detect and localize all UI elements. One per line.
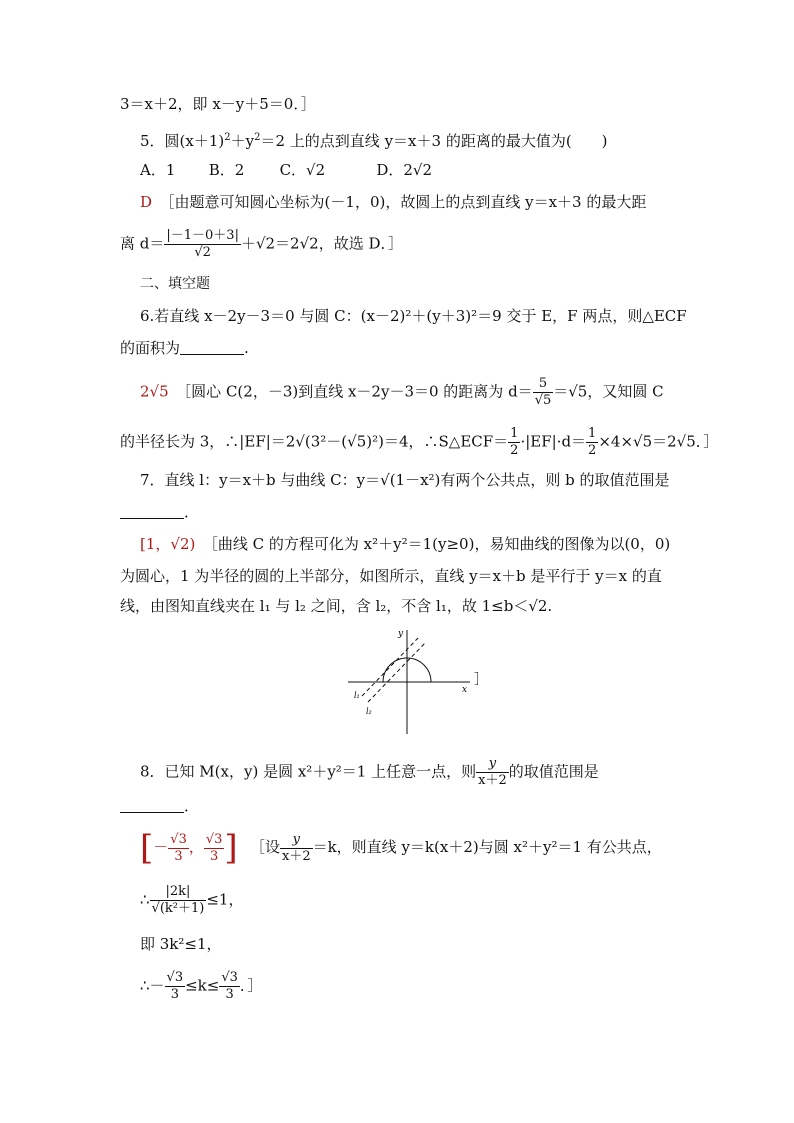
semicircle-figure xyxy=(340,626,500,736)
fraction: $\frac{√3}{3}$ xyxy=(166,970,184,1002)
answer-8-line3: 即 3k²≤1， xyxy=(140,935,222,953)
answer-5-line2: 离 d＝ $\frac{|-1-0+3|}{√2}$ ＋√2＝2√2，故选 D．］ xyxy=(120,228,403,260)
question-8: 8．已知 M(x，y) 是圆 x²＋y²＝1 上任意一点，则 $\frac{y}{x+2}$ 的取值范围是 xyxy=(140,756,599,788)
fraction: $\frac{√3}{3}$ xyxy=(205,831,223,864)
question-5: 5．圆$(x+1)^2+y^2=2$ 上的点到直线 y＝x＋3 的距离的最大值为( ) xyxy=(140,132,608,150)
answer-value: 2√5 xyxy=(140,382,169,401)
fraction: $\frac{|2k|}{\text{√(k²＋1)}}$ xyxy=(151,884,205,916)
line-l2 xyxy=(368,642,426,702)
answer-7-line3: 线，由图知直线夹在 l₁ 与 l₂ 之间，含 l₂，不含 l₁，故 1≤b＜√2. xyxy=(120,597,553,615)
line-l1 xyxy=(362,638,418,696)
fraction: $\frac{√3}{3}$ xyxy=(170,831,187,864)
fraction: $\frac{5}{√5}$ xyxy=(534,376,552,408)
question-6: 6.若直线 x－2y－3＝0 与圆 C：(x－2)²＋(y＋3)²＝9 交于 E，F 两点，则△ECF xyxy=(140,307,687,325)
answer-8: [－ $\frac{√3}{3}$ ， $\frac{√3}{3}$ ] ［设 $\frac{y}{x+2}$ ＝k，则直线 y＝k(x＋2)与圆 x²＋y²＝1 有公共点， xyxy=(140,828,662,868)
answer-5: D ［由题意可知圆心坐标为(－1，0)，故圆上的点到直线 y＝x＋3 的最大距 xyxy=(140,193,647,211)
answer-value: [1，√2) xyxy=(140,535,196,553)
answer-blank xyxy=(180,340,244,355)
question-7: 7．直线 l：y＝x＋b 与曲线 C：y＝√(1－x²)有两个公共点，则 b 的取值范围是 xyxy=(140,471,670,489)
fraction: $\frac{√3}{3}$ xyxy=(221,970,238,1002)
question-5-options xyxy=(140,160,694,180)
fraction: $\frac{y}{x+2}$ xyxy=(478,756,507,788)
option-d: D．2√2 xyxy=(376,161,433,179)
answer-8-line2: ∴ $\frac{|2k|}{\text{√(k²＋1)}}$ ≤1， xyxy=(140,884,244,916)
answer-7: [1，√2) ［曲线 C 的方程可化为 x²＋y²＝1(y≥0)，易知曲线的图像为以(0，0) xyxy=(140,535,671,553)
answer-7-line2: 为圆心，1 为半径的圆的上半部分，如图所示，直线 y＝x＋b 是平行于 y＝x 的直 xyxy=(120,567,662,585)
answer-bracket-left: [ xyxy=(140,828,154,868)
text-line: 3＝x＋2，即 x－y＋5＝0．］ xyxy=(120,95,316,113)
answer-6-line2: 的半径长为 3，∴|EF|＝2√(3²－(√5)²)＝4，∴S△ECF＝ $\frac{1}{2}$ ·|EF|·d＝ $\frac{1}{2}$ ×4×√5＝2√5．］ xyxy=(120,426,719,458)
question-8-line2: ． xyxy=(120,796,694,816)
l2-label: l₂ xyxy=(366,707,372,716)
close-bracket: ］ xyxy=(474,672,488,688)
fraction: $\frac{|-1-0+3|}{√2}$ xyxy=(166,228,239,260)
answer-bracket-right: ] xyxy=(224,828,238,868)
question-6-line2: 的面积为 . xyxy=(120,339,249,357)
answer-8-line4: ∴－ $\frac{√3}{3}$ ≤k≤ $\frac{√3}{3}$ ．］ xyxy=(140,970,263,1002)
answer-blank xyxy=(120,798,184,813)
fraction: $\frac{1}{2}$ xyxy=(588,426,597,458)
y-label: y xyxy=(398,629,404,639)
option-b: B．2 xyxy=(208,161,245,179)
answer-blank xyxy=(120,504,184,519)
question-7-line2: ． xyxy=(120,502,694,522)
answer-letter: D xyxy=(140,193,153,211)
figure-svg xyxy=(340,626,500,736)
option-a: A．1 xyxy=(140,161,176,179)
fraction: $\frac{y}{x+2}$ xyxy=(281,831,311,864)
l1-label: l₁ xyxy=(354,691,360,700)
x-label: x xyxy=(462,685,468,695)
option-c: C．√2 xyxy=(279,161,326,179)
answer-6: 2√5 ［圆心 C(2，－3)到直线 x－2y－3＝0 的距离为 d＝ $\frac{5}{√5}$ ＝√5，又知圆 C xyxy=(140,376,664,408)
section-heading: 二、填空题 xyxy=(140,276,210,292)
fraction: $\frac{1}{2}$ xyxy=(510,426,519,458)
